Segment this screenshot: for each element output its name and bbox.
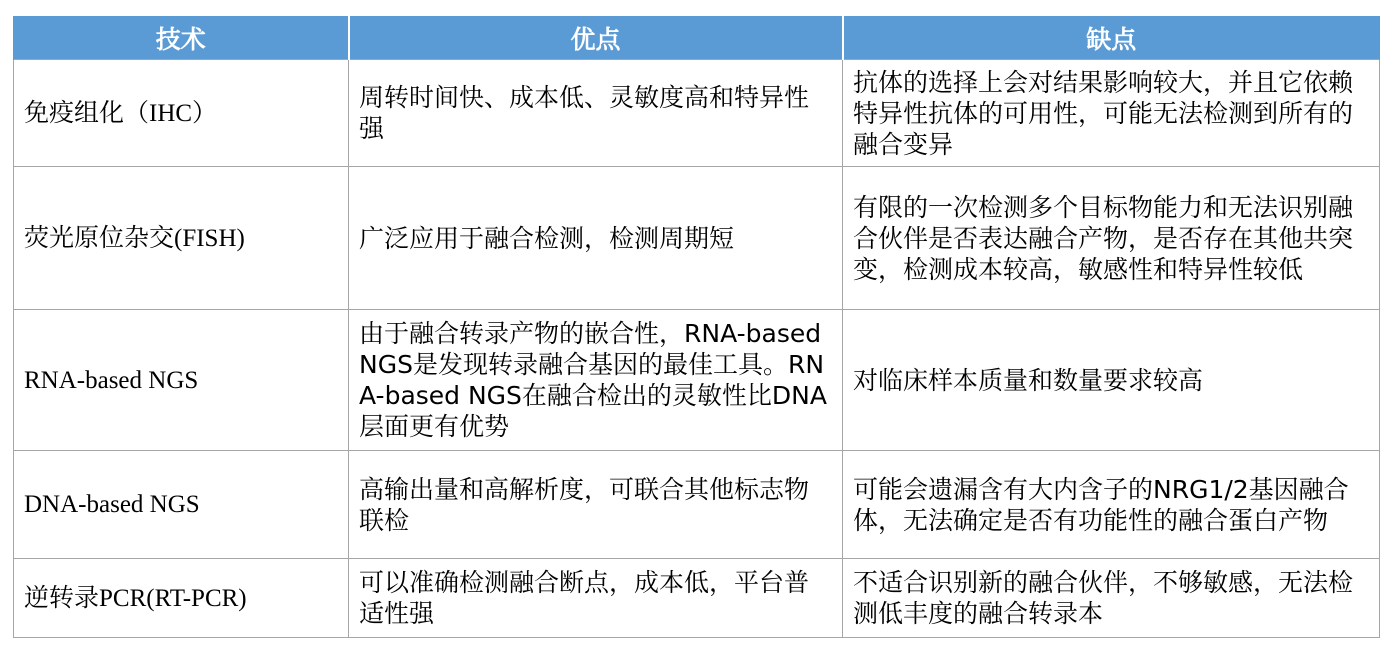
advantages-cell: 周转时间快、成本低、灵敏度高和特异性强 [349, 60, 843, 167]
disadvantages-cell: 对临床样本质量和数量要求较高 [843, 310, 1380, 451]
disadvantages-cell: 有限的一次检测多个目标物能力和无法识别融合伙伴是否表达融合产物，是否存在其他共突变，检测成本较高，敏感性和特异性较低 [843, 167, 1380, 310]
advantages-cell: 可以准确检测融合断点，成本低，平台普适性强 [349, 559, 843, 638]
header-disadvantages: 缺点 [843, 16, 1380, 60]
table-row [14, 310, 1380, 451]
header-advantages: 优点 [349, 16, 843, 60]
table-row [14, 559, 1380, 638]
comparison-table-container [13, 16, 1379, 638]
advantages-cell: 由于融合转录产物的嵌合性，RNA-based NGS是发现转录融合基因的最佳工具。RNA-based NGS在融合检出的灵敏性比DNA层面更有优势 [349, 310, 843, 451]
header-technique: 技术 [14, 16, 349, 60]
table-row [14, 167, 1380, 310]
technique-cell: RNA-based NGS [14, 310, 349, 451]
disadvantages-cell: 不适合识别新的融合伙伴，不够敏感，无法检测低丰度的融合转录本 [843, 559, 1380, 638]
technique-cell: 免疫组化（IHC） [14, 60, 349, 167]
advantages-cell: 高输出量和高解析度，可联合其他标志物联检 [349, 451, 843, 559]
technique-cell: 荧光原位杂交(FISH) [14, 167, 349, 310]
table-row [14, 60, 1380, 167]
technique-cell: DNA-based NGS [14, 451, 349, 559]
header-row [14, 16, 1380, 60]
advantages-cell: 广泛应用于融合检测，检测周期短 [349, 167, 843, 310]
technique-cell: 逆转录PCR(RT-PCR) [14, 559, 349, 638]
disadvantages-cell: 可能会遗漏含有大内含子的NRG1/2基因融合体，无法确定是否有功能性的融合蛋白产物 [843, 451, 1380, 559]
table-row [14, 451, 1380, 559]
comparison-table [13, 16, 1380, 638]
disadvantages-cell: 抗体的选择上会对结果影响较大，并且它依赖特异性抗体的可用性，可能无法检测到所有的融合变异 [843, 60, 1380, 167]
